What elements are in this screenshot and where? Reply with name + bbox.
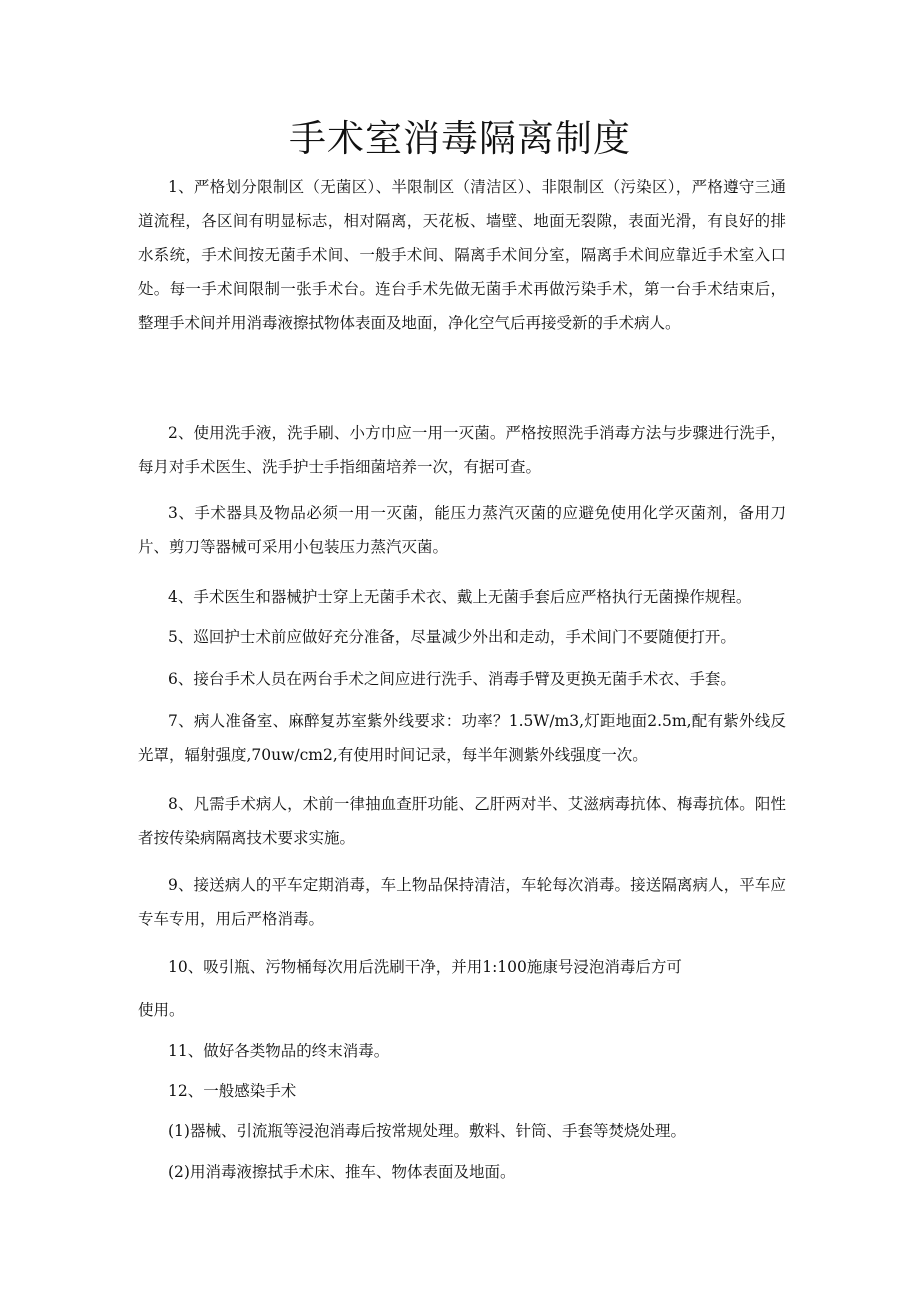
paragraph-12-item-1: (1)器械、引流瓶等浸泡消毒后按常规处理。敷料、针筒、手套等焚烧处理。 <box>168 1122 686 1140</box>
page-title: 手术室消毒隔离制度 <box>289 117 631 160</box>
paragraph-2: 2、使用洗手液，洗手刷、小方巾应一用一灭菌。严格按照洗手消毒方法与步骤进行洗手，每月对手术医生、洗手护士手指细菌培养一次，有据可查。 <box>138 424 786 476</box>
paragraph-10-continuation: 使用。 <box>138 1001 185 1019</box>
paragraph-11: 11、做好各类物品的终末消毒。 <box>168 1042 390 1060</box>
paragraph-1: 1、严格划分限制区（无菌区）、半限制区（清洁区）、非限制区（污染区），严格遵守三通道流程，各区间有明显标志，相对隔离，天花板、墙壁、地面无裂隙，表面光滑，有良好的排水系统，手术间按无菌手术间、一般手术间、隔离手术间分室，隔离手术间应靠近手术室入口处。每一手术间限制一张手术台。连台手术先做无菌手术再做污染手术，第一台手术结束后，整理手术间并用消毒液擦拭物体表面及地面，净化空气后再接受新的手术病人。 <box>138 178 786 332</box>
paragraph-12: 12、一般感染手术 <box>168 1082 297 1100</box>
paragraph-10: 10、吸引瓶、污物桶每次用后洗刷干净，并用1:100施康号浸泡消毒后方可 <box>168 958 682 976</box>
paragraph-12-item-2: (2)用消毒液擦拭手术床、推车、物体表面及地面。 <box>168 1163 516 1181</box>
paragraph-9: 9、接送病人的平车定期消毒，车上物品保持清洁，车轮每次消毒。接送隔离病人，平车应专车专用，用后严格消毒。 <box>138 876 786 928</box>
paragraph-8: 8、凡需手术病人，术前一律抽血查肝功能、乙肝两对半、艾滋病毒抗体、梅毒抗体。阳性者按传染病隔离技术要求实施。 <box>138 795 786 847</box>
paragraph-5: 5、巡回护士术前应做好充分准备，尽量减少外出和走动，手术间门不要随便打开。 <box>168 628 736 646</box>
paragraph-3: 3、手术器具及物品必须一用一灭菌，能压力蒸汽灭菌的应避免使用化学灭菌剂，备用刀片、剪刀等器械可采用小包装压力蒸汽灭菌。 <box>138 504 786 556</box>
paragraph-7: 7、病人准备室、麻醉复苏室紫外线要求：功率？1.5W∕m3,灯距地面2.5m,配有紫外线反光罩，辐射强度,70uw∕cm2,有使用时间记录，每半年测紫外线强度一次。 <box>138 712 786 764</box>
paragraph-6: 6、接台手术人员在两台手术之间应进行洗手、消毒手臂及更换无菌手术衣、手套。 <box>168 670 736 688</box>
paragraph-4: 4、手术医生和器械护士穿上无菌手术衣、戴上无菌手套后应严格执行无菌操作规程。 <box>168 588 752 606</box>
